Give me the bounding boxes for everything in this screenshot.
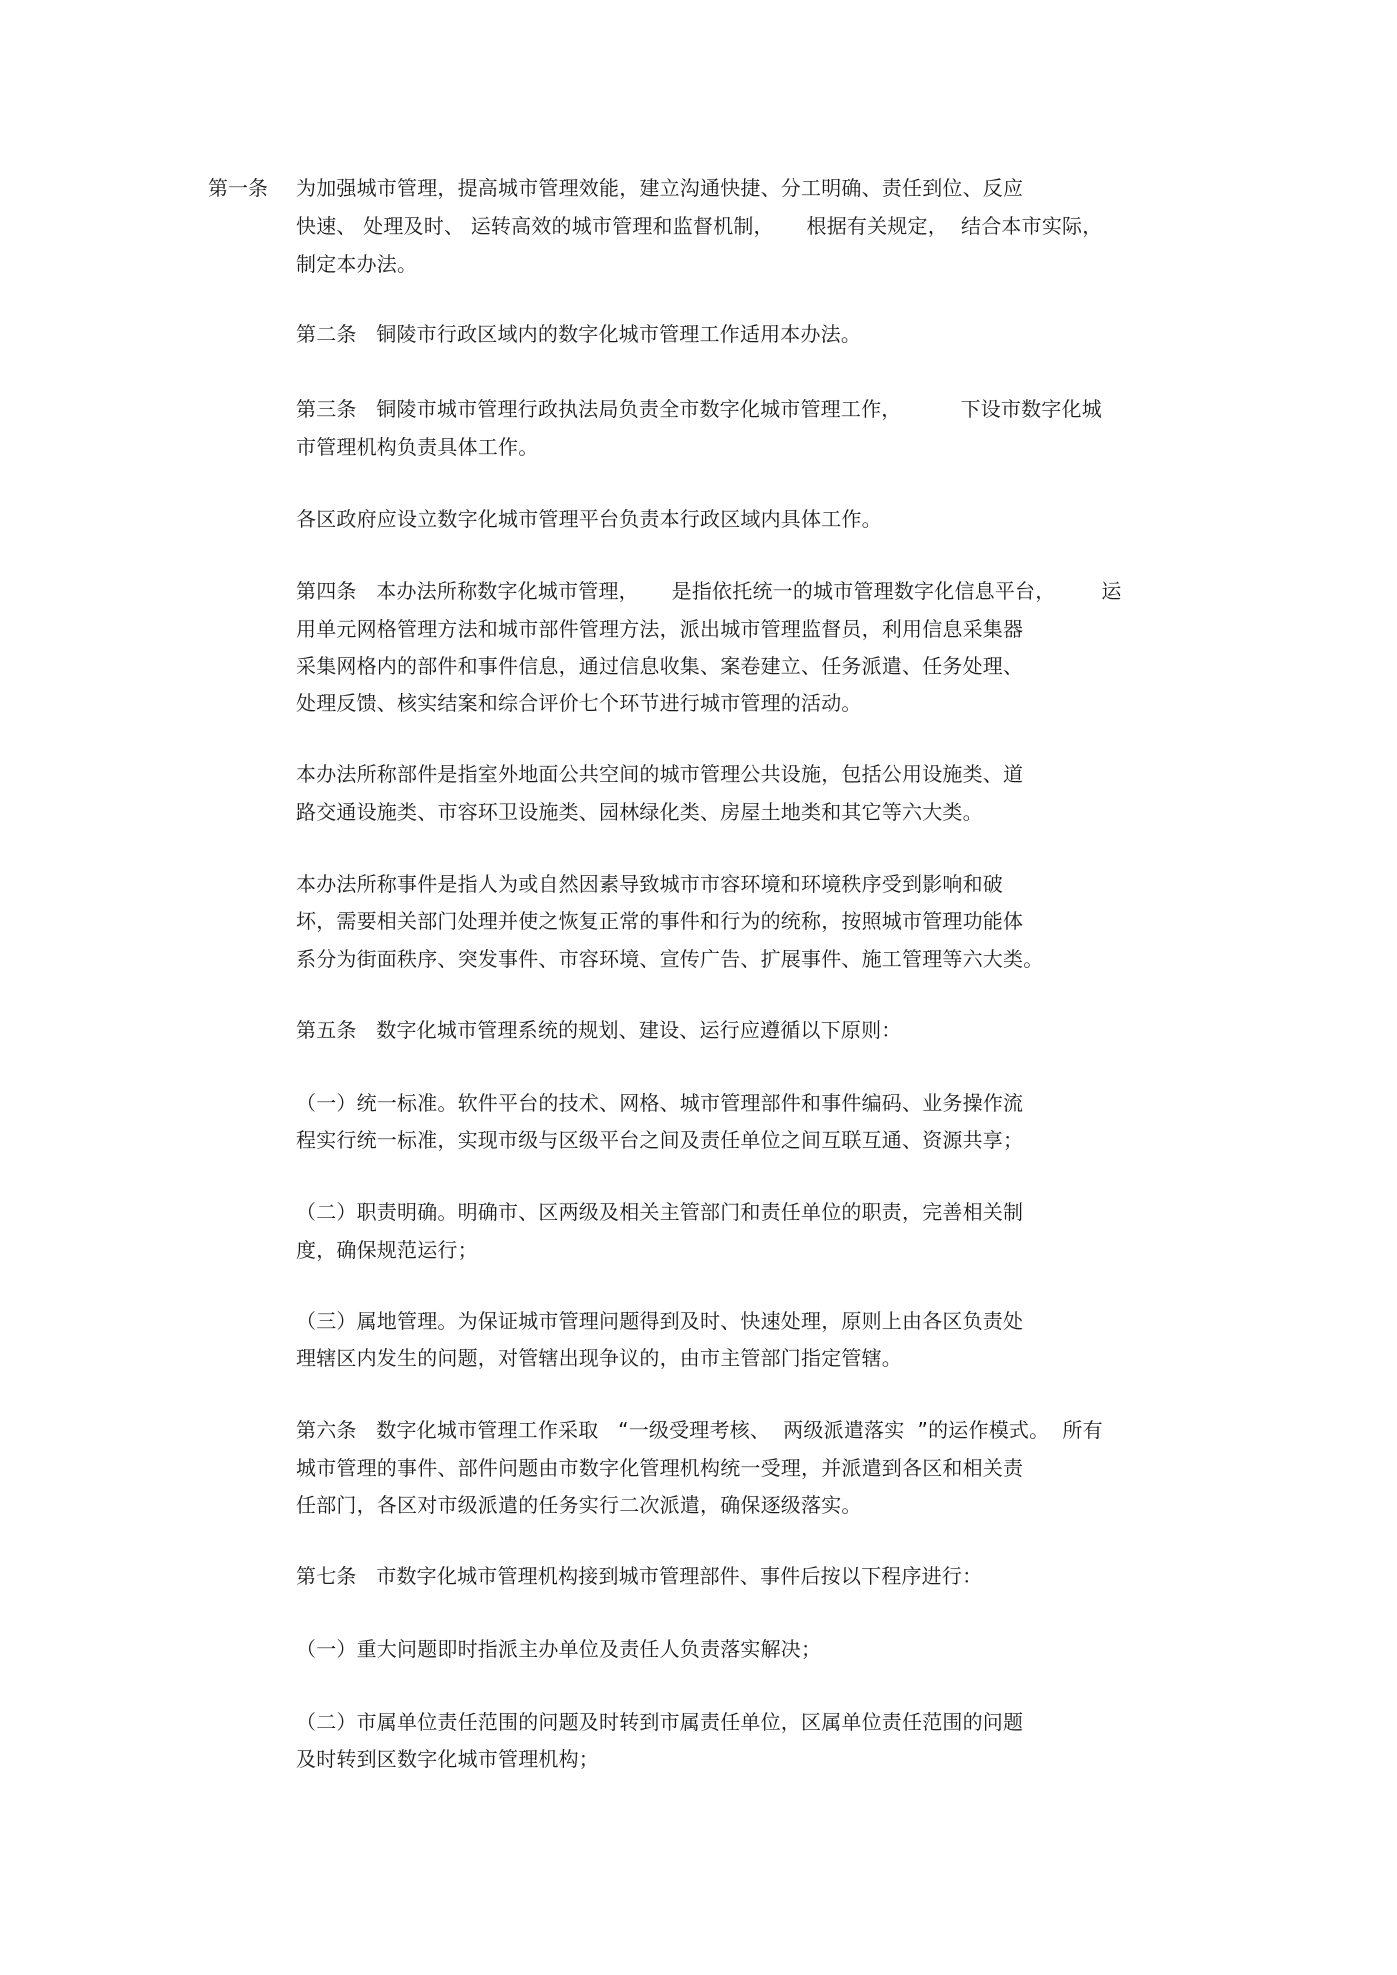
article-4-line-4: 处理反馈、核实结案和综合评价七个环节进行城市管理的活动。 (296, 691, 862, 715)
article-7-item-2-line-2: 及时转到区数字化城市管理机构； (296, 1747, 599, 1771)
article-6-line-1: 第六条 数字化城市管理工作采取 “一级受理考核、 两级派遣落实 ”的运作模式。 所有 (296, 1418, 1103, 1442)
article-4-paragraph-2-line-2: 路交通设施类、市容环卫设施类、园林绿化类、房屋土地类和其它等六大类。 (296, 800, 983, 824)
article-7-line-1: 第七条 市数字化城市管理机构接到城市管理部件、事件后按以下程序进行： (296, 1564, 983, 1588)
article-7-item-1: （一）重大问题即时指派主办单位及责任人负责落实解决； (296, 1637, 822, 1661)
article-4-line-2: 用单元网格管理方法和城市部件管理方法，派出城市管理监督员，利用信息采集器 (296, 617, 1024, 641)
article-4-paragraph-3-line-3: 系分为街面秩序、突发事件、市容环境、宣传广告、扩展事件、施工管理等六大类。 (296, 947, 1044, 971)
article-4-line-3: 采集网格内的部件和事件信息，通过信息收集、案卷建立、任务派遣、任务处理、 (296, 654, 1024, 678)
article-1-label: 第一条 (208, 176, 268, 200)
article-4-paragraph-3-line-2: 坏，需要相关部门处理并使之恢复正常的事件和行为的统称，按照城市管理功能体 (296, 909, 1024, 933)
article-1-line-3: 制定本办法。 (296, 252, 418, 276)
article-5-item-2-line-2: 度，确保规范运行； (296, 1238, 478, 1262)
article-5-item-3-line-1: （三）属地管理。为保证城市管理问题得到及时、快速处理，原则上由各区负责处 (296, 1309, 1024, 1333)
article-3-line-1: 第三条 铜陵市城市管理行政执法局负责全市数字化城市管理工作， 下设市数字化城 (296, 397, 1102, 421)
article-1-line-1: 为加强城市管理，提高城市管理效能，建立沟通快捷、分工明确、责任到位、反应 (296, 176, 1024, 200)
article-6-line-2: 城市管理的事件、部件问题由市数字化管理机构统一受理，并派遣到各区和相关责 (296, 1456, 1024, 1480)
article-5-line-1: 第五条 数字化城市管理系统的规划、建设、运行应遵循以下原则： (296, 1018, 902, 1042)
article-3-paragraph-2: 各区政府应设立数字化城市管理平台负责本行政区域内具体工作。 (296, 507, 882, 531)
article-5-item-3-line-2: 理辖区内发生的问题，对管辖出现争议的，由市主管部门指定管辖。 (296, 1346, 902, 1370)
article-3-line-2: 市管理机构负责具体工作。 (296, 435, 539, 459)
article-4-line-1: 第四条 本办法所称数字化城市管理， 是指依托统一的城市管理数字化信息平台， 运 (296, 579, 1122, 603)
article-4-paragraph-3-line-1: 本办法所称事件是指人为或自然因素导致城市市容环境和环境秩序受到影响和破 (296, 872, 1003, 896)
article-5-item-1-line-1: （一）统一标准。软件平台的技术、网格、城市管理部件和事件编码、业务操作流 (296, 1091, 1024, 1115)
article-1-line-2: 快速、 处理及时、 运转高效的城市管理和监督机制， 根据有关规定， 结合本市实际， (296, 214, 1103, 238)
article-2-line-1: 第二条 铜陵市行政区域内的数字化城市管理工作适用本办法。 (296, 322, 862, 346)
article-5-item-1-line-2: 程实行统一标准，实现市级与区级平台之间及责任单位之间互联互通、资源共享； (296, 1128, 1024, 1152)
article-5-item-2-line-1: （二）职责明确。明确市、区两级及相关主管部门和责任单位的职责，完善相关制 (296, 1200, 1024, 1224)
article-7-item-2-line-1: （二）市属单位责任范围的问题及时转到市属责任单位，区属单位责任范围的问题 (296, 1710, 1024, 1734)
article-6-line-3: 任部门，各区对市级派遣的任务实行二次派遣，确保逐级落实。 (296, 1493, 862, 1517)
article-4-paragraph-2-line-1: 本办法所称部件是指室外地面公共空间的城市管理公共设施，包括公用设施类、道 (296, 762, 1024, 786)
